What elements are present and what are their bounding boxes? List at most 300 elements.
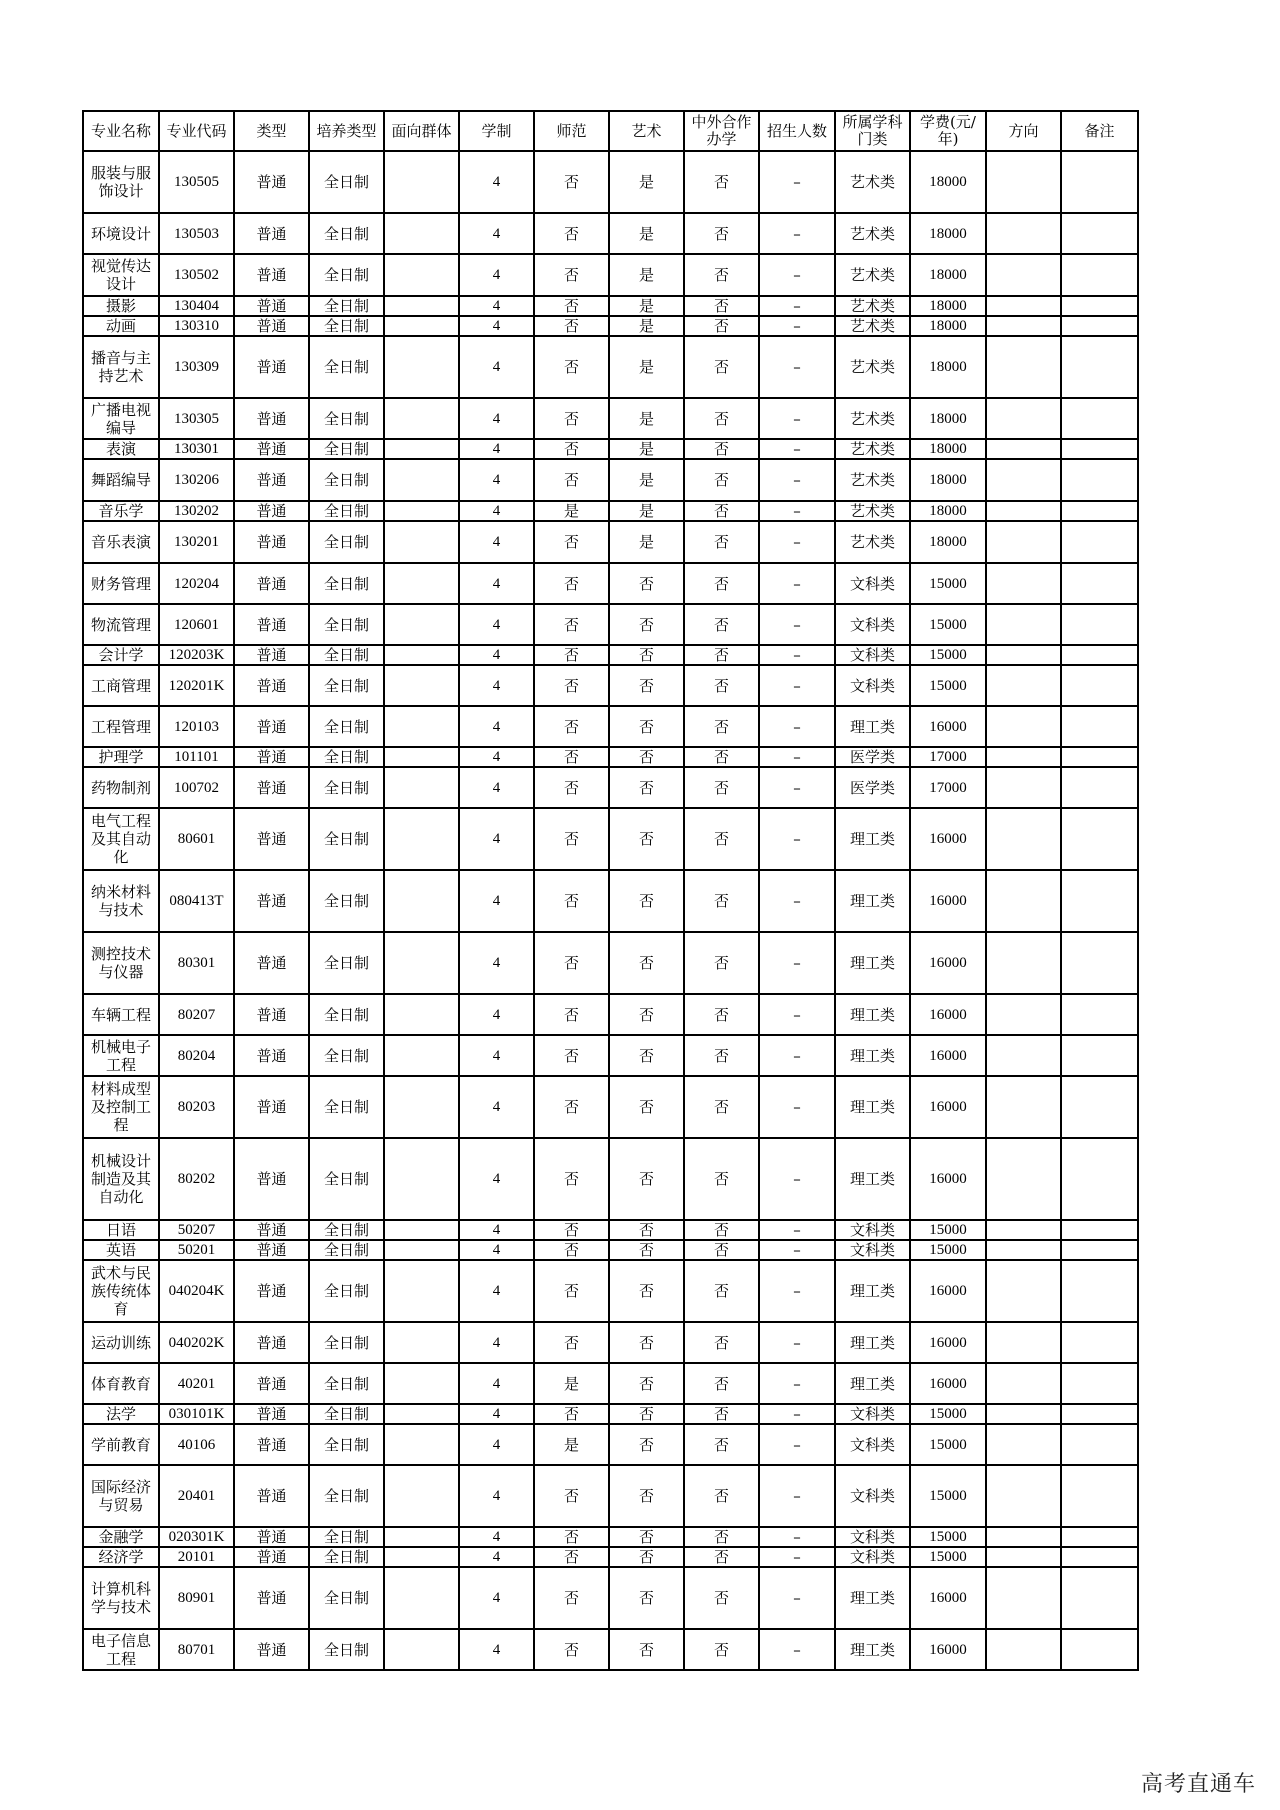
cell-count: – xyxy=(759,767,835,808)
cell-fee: 16000 xyxy=(910,932,986,994)
cell-category: 文科类 xyxy=(835,1220,910,1240)
cell-note xyxy=(1061,439,1138,459)
cell-note xyxy=(1061,767,1138,808)
cell-code: 130310 xyxy=(159,316,234,336)
cell-type: 普通 xyxy=(234,665,309,706)
cell-count: – xyxy=(759,296,835,316)
table-row xyxy=(83,1322,1138,1363)
cell-direction xyxy=(986,706,1061,747)
cell-coop: 否 xyxy=(684,336,759,398)
cell-normal: 否 xyxy=(534,151,609,213)
table-row xyxy=(83,1567,1138,1629)
cell-coop: 否 xyxy=(684,870,759,932)
table-row xyxy=(83,1363,1138,1404)
cell-years: 4 xyxy=(459,336,534,398)
cell-type: 普通 xyxy=(234,1404,309,1424)
cell-note xyxy=(1061,870,1138,932)
cell-group xyxy=(384,1322,459,1363)
cell-note xyxy=(1061,808,1138,870)
cell-code: 130206 xyxy=(159,459,234,501)
cell-fee: 15000 xyxy=(910,604,986,645)
cell-note xyxy=(1061,1424,1138,1465)
cell-count: – xyxy=(759,1035,835,1076)
table-row xyxy=(83,747,1138,767)
table-row xyxy=(83,459,1138,501)
cell-note xyxy=(1061,213,1138,254)
cell-direction xyxy=(986,604,1061,645)
cell-art: 否 xyxy=(609,1629,684,1670)
cell-type: 普通 xyxy=(234,870,309,932)
cell-art: 否 xyxy=(609,994,684,1035)
cell-direction xyxy=(986,521,1061,563)
cell-name: 音乐学 xyxy=(83,501,159,521)
cell-group xyxy=(384,767,459,808)
cell-name: 物流管理 xyxy=(83,604,159,645)
cell-code: 120204 xyxy=(159,563,234,604)
cell-code: 80203 xyxy=(159,1076,234,1138)
cell-name: 经济学 xyxy=(83,1547,159,1567)
cell-note xyxy=(1061,151,1138,213)
cell-training: 全日制 xyxy=(309,1465,384,1527)
cell-group xyxy=(384,501,459,521)
cell-fee: 15000 xyxy=(910,665,986,706)
cell-note xyxy=(1061,1035,1138,1076)
cell-type: 普通 xyxy=(234,747,309,767)
cell-group xyxy=(384,665,459,706)
header-cell: 所属学科门类 xyxy=(835,111,910,151)
cell-type: 普通 xyxy=(234,439,309,459)
cell-coop: 否 xyxy=(684,706,759,747)
cell-years: 4 xyxy=(459,645,534,665)
cell-note xyxy=(1061,336,1138,398)
cell-category: 艺术类 xyxy=(835,336,910,398)
cell-years: 4 xyxy=(459,563,534,604)
cell-name: 英语 xyxy=(83,1240,159,1260)
table-row xyxy=(83,994,1138,1035)
cell-code: 80301 xyxy=(159,932,234,994)
cell-fee: 18000 xyxy=(910,151,986,213)
cell-normal: 是 xyxy=(534,501,609,521)
cell-years: 4 xyxy=(459,501,534,521)
cell-fee: 15000 xyxy=(910,1547,986,1567)
cell-count: – xyxy=(759,213,835,254)
cell-count: – xyxy=(759,316,835,336)
cell-training: 全日制 xyxy=(309,645,384,665)
cell-training: 全日制 xyxy=(309,1363,384,1404)
cell-group xyxy=(384,870,459,932)
table-body xyxy=(83,151,1138,1670)
cell-category: 艺术类 xyxy=(835,316,910,336)
cell-group xyxy=(384,1240,459,1260)
cell-training: 全日制 xyxy=(309,604,384,645)
cell-normal: 否 xyxy=(534,1220,609,1240)
cell-art: 否 xyxy=(609,1547,684,1567)
cell-training: 全日制 xyxy=(309,1240,384,1260)
cell-code: 130305 xyxy=(159,398,234,439)
cell-training: 全日制 xyxy=(309,747,384,767)
cell-normal: 否 xyxy=(534,213,609,254)
cell-art: 否 xyxy=(609,706,684,747)
cell-count: – xyxy=(759,1547,835,1567)
header-cell: 专业名称 xyxy=(83,111,159,151)
cell-direction xyxy=(986,1629,1061,1670)
cell-category: 文科类 xyxy=(835,645,910,665)
cell-normal: 是 xyxy=(534,1363,609,1404)
cell-coop: 否 xyxy=(684,1629,759,1670)
cell-normal: 否 xyxy=(534,1629,609,1670)
cell-name: 环境设计 xyxy=(83,213,159,254)
cell-count: – xyxy=(759,398,835,439)
cell-art: 否 xyxy=(609,1322,684,1363)
cell-count: – xyxy=(759,1527,835,1547)
cell-name: 动画 xyxy=(83,316,159,336)
cell-name: 计算机科学与技术 xyxy=(83,1567,159,1629)
cell-fee: 16000 xyxy=(910,994,986,1035)
cell-name: 服装与服饰设计 xyxy=(83,151,159,213)
cell-direction xyxy=(986,398,1061,439)
cell-group xyxy=(384,521,459,563)
cell-group xyxy=(384,563,459,604)
cell-name: 车辆工程 xyxy=(83,994,159,1035)
cell-normal: 否 xyxy=(534,1138,609,1220)
cell-years: 4 xyxy=(459,151,534,213)
cell-coop: 否 xyxy=(684,521,759,563)
table-row xyxy=(83,1076,1138,1138)
cell-coop: 否 xyxy=(684,1322,759,1363)
cell-type: 普通 xyxy=(234,336,309,398)
cell-name: 摄影 xyxy=(83,296,159,316)
cell-art: 否 xyxy=(609,1567,684,1629)
cell-name: 护理学 xyxy=(83,747,159,767)
table-row xyxy=(83,1260,1138,1322)
cell-count: – xyxy=(759,1240,835,1260)
cell-count: – xyxy=(759,1424,835,1465)
cell-name: 测控技术与仪器 xyxy=(83,932,159,994)
cell-coop: 否 xyxy=(684,1527,759,1547)
cell-note xyxy=(1061,1363,1138,1404)
cell-coop: 否 xyxy=(684,439,759,459)
cell-category: 理工类 xyxy=(835,994,910,1035)
cell-category: 理工类 xyxy=(835,1363,910,1404)
cell-fee: 18000 xyxy=(910,501,986,521)
cell-fee: 18000 xyxy=(910,459,986,501)
cell-group xyxy=(384,604,459,645)
cell-note xyxy=(1061,521,1138,563)
cell-art: 否 xyxy=(609,1220,684,1240)
cell-coop: 否 xyxy=(684,254,759,296)
cell-code: 80202 xyxy=(159,1138,234,1220)
cell-type: 普通 xyxy=(234,151,309,213)
cell-type: 普通 xyxy=(234,1547,309,1567)
cell-note xyxy=(1061,1547,1138,1567)
cell-training: 全日制 xyxy=(309,706,384,747)
table-row xyxy=(83,254,1138,296)
cell-art: 是 xyxy=(609,213,684,254)
cell-code: 80701 xyxy=(159,1629,234,1670)
cell-years: 4 xyxy=(459,706,534,747)
cell-category: 艺术类 xyxy=(835,501,910,521)
cell-years: 4 xyxy=(459,521,534,563)
cell-direction xyxy=(986,1220,1061,1240)
cell-group xyxy=(384,1424,459,1465)
cell-fee: 16000 xyxy=(910,1322,986,1363)
cell-name: 日语 xyxy=(83,1220,159,1240)
cell-code: 100702 xyxy=(159,767,234,808)
cell-name: 视觉传达设计 xyxy=(83,254,159,296)
cell-direction xyxy=(986,1465,1061,1527)
cell-direction xyxy=(986,665,1061,706)
cell-fee: 18000 xyxy=(910,296,986,316)
cell-art: 否 xyxy=(609,767,684,808)
cell-group xyxy=(384,213,459,254)
cell-count: – xyxy=(759,747,835,767)
cell-note xyxy=(1061,254,1138,296)
cell-category: 理工类 xyxy=(835,706,910,747)
cell-years: 4 xyxy=(459,1567,534,1629)
cell-coop: 否 xyxy=(684,1547,759,1567)
cell-fee: 15000 xyxy=(910,1220,986,1240)
cell-coop: 否 xyxy=(684,1220,759,1240)
cell-type: 普通 xyxy=(234,1527,309,1547)
cell-coop: 否 xyxy=(684,316,759,336)
cell-group xyxy=(384,459,459,501)
cell-years: 4 xyxy=(459,1220,534,1240)
cell-normal: 否 xyxy=(534,1076,609,1138)
cell-years: 4 xyxy=(459,1404,534,1424)
cell-direction xyxy=(986,808,1061,870)
cell-name: 金融学 xyxy=(83,1527,159,1547)
cell-fee: 17000 xyxy=(910,767,986,808)
cell-art: 否 xyxy=(609,808,684,870)
cell-training: 全日制 xyxy=(309,1076,384,1138)
cell-code: 120201K xyxy=(159,665,234,706)
cell-count: – xyxy=(759,521,835,563)
cell-group xyxy=(384,1260,459,1322)
cell-category: 艺术类 xyxy=(835,459,910,501)
cell-normal: 否 xyxy=(534,604,609,645)
cell-name: 药物制剂 xyxy=(83,767,159,808)
cell-fee: 18000 xyxy=(910,336,986,398)
cell-direction xyxy=(986,563,1061,604)
cell-category: 文科类 xyxy=(835,665,910,706)
cell-training: 全日制 xyxy=(309,336,384,398)
cell-count: – xyxy=(759,501,835,521)
cell-code: 130502 xyxy=(159,254,234,296)
cell-training: 全日制 xyxy=(309,316,384,336)
table-row xyxy=(83,604,1138,645)
cell-training: 全日制 xyxy=(309,808,384,870)
cell-art: 是 xyxy=(609,151,684,213)
cell-type: 普通 xyxy=(234,808,309,870)
cell-training: 全日制 xyxy=(309,398,384,439)
cell-training: 全日制 xyxy=(309,1527,384,1547)
cell-count: – xyxy=(759,1363,835,1404)
cell-name: 机械电子工程 xyxy=(83,1035,159,1076)
cell-category: 理工类 xyxy=(835,1322,910,1363)
table-row xyxy=(83,1465,1138,1527)
cell-direction xyxy=(986,501,1061,521)
cell-normal: 否 xyxy=(534,439,609,459)
cell-normal: 否 xyxy=(534,665,609,706)
table-row xyxy=(83,336,1138,398)
cell-note xyxy=(1061,501,1138,521)
cell-note xyxy=(1061,1404,1138,1424)
cell-count: – xyxy=(759,1076,835,1138)
cell-name: 国际经济与贸易 xyxy=(83,1465,159,1527)
cell-normal: 否 xyxy=(534,316,609,336)
cell-count: – xyxy=(759,994,835,1035)
cell-group xyxy=(384,1404,459,1424)
cell-direction xyxy=(986,459,1061,501)
cell-art: 是 xyxy=(609,316,684,336)
cell-direction xyxy=(986,1076,1061,1138)
cell-direction xyxy=(986,316,1061,336)
cell-count: – xyxy=(759,932,835,994)
cell-name: 舞蹈编导 xyxy=(83,459,159,501)
cell-direction xyxy=(986,1567,1061,1629)
cell-group xyxy=(384,316,459,336)
cell-coop: 否 xyxy=(684,459,759,501)
cell-direction xyxy=(986,254,1061,296)
cell-note xyxy=(1061,398,1138,439)
cell-art: 是 xyxy=(609,336,684,398)
cell-group xyxy=(384,994,459,1035)
cell-coop: 否 xyxy=(684,1138,759,1220)
table-row xyxy=(83,1138,1138,1220)
cell-name: 学前教育 xyxy=(83,1424,159,1465)
cell-note xyxy=(1061,932,1138,994)
cell-name: 播音与主持艺术 xyxy=(83,336,159,398)
cell-training: 全日制 xyxy=(309,1220,384,1240)
cell-fee: 16000 xyxy=(910,1629,986,1670)
cell-type: 普通 xyxy=(234,1240,309,1260)
cell-code: 80207 xyxy=(159,994,234,1035)
table-row xyxy=(83,932,1138,994)
cell-direction xyxy=(986,994,1061,1035)
cell-art: 否 xyxy=(609,1363,684,1404)
cell-art: 是 xyxy=(609,501,684,521)
cell-direction xyxy=(986,1035,1061,1076)
cell-category: 理工类 xyxy=(835,1076,910,1138)
cell-name: 纳米材料与技术 xyxy=(83,870,159,932)
header-cell: 专业代码 xyxy=(159,111,234,151)
header-cell: 招生人数 xyxy=(759,111,835,151)
cell-direction xyxy=(986,1404,1061,1424)
cell-group xyxy=(384,747,459,767)
cell-group xyxy=(384,1076,459,1138)
cell-normal: 否 xyxy=(534,1260,609,1322)
cell-count: – xyxy=(759,604,835,645)
cell-normal: 否 xyxy=(534,1404,609,1424)
cell-name: 材料成型及控制工程 xyxy=(83,1076,159,1138)
cell-group xyxy=(384,254,459,296)
cell-direction xyxy=(986,1424,1061,1465)
cell-training: 全日制 xyxy=(309,151,384,213)
cell-type: 普通 xyxy=(234,398,309,439)
cell-fee: 16000 xyxy=(910,1138,986,1220)
table-row xyxy=(83,1629,1138,1670)
cell-coop: 否 xyxy=(684,1404,759,1424)
cell-years: 4 xyxy=(459,254,534,296)
cell-years: 4 xyxy=(459,665,534,706)
cell-group xyxy=(384,151,459,213)
cell-years: 4 xyxy=(459,1363,534,1404)
cell-note xyxy=(1061,1629,1138,1670)
cell-normal: 否 xyxy=(534,296,609,316)
cell-type: 普通 xyxy=(234,604,309,645)
cell-art: 是 xyxy=(609,459,684,501)
cell-art: 否 xyxy=(609,645,684,665)
cell-fee: 16000 xyxy=(910,1035,986,1076)
cell-note xyxy=(1061,747,1138,767)
cell-code: 130201 xyxy=(159,521,234,563)
table-row xyxy=(83,808,1138,870)
table-row xyxy=(83,439,1138,459)
cell-group xyxy=(384,336,459,398)
cell-training: 全日制 xyxy=(309,501,384,521)
cell-note xyxy=(1061,316,1138,336)
cell-direction xyxy=(986,336,1061,398)
cell-note xyxy=(1061,994,1138,1035)
cell-years: 4 xyxy=(459,1527,534,1547)
cell-name: 法学 xyxy=(83,1404,159,1424)
cell-coop: 否 xyxy=(684,1424,759,1465)
cell-training: 全日制 xyxy=(309,439,384,459)
cell-code: 030101K xyxy=(159,1404,234,1424)
cell-art: 否 xyxy=(609,1076,684,1138)
cell-group xyxy=(384,1567,459,1629)
cell-category: 文科类 xyxy=(835,1424,910,1465)
cell-normal: 否 xyxy=(534,1240,609,1260)
cell-code: 040202K xyxy=(159,1322,234,1363)
cell-coop: 否 xyxy=(684,1363,759,1404)
cell-art: 否 xyxy=(609,1240,684,1260)
header-cell: 培养类型 xyxy=(309,111,384,151)
cell-note xyxy=(1061,1465,1138,1527)
cell-direction xyxy=(986,645,1061,665)
cell-years: 4 xyxy=(459,316,534,336)
cell-code: 130202 xyxy=(159,501,234,521)
cell-art: 否 xyxy=(609,604,684,645)
cell-count: – xyxy=(759,706,835,747)
cell-category: 理工类 xyxy=(835,1567,910,1629)
cell-name: 表演 xyxy=(83,439,159,459)
cell-code: 50201 xyxy=(159,1240,234,1260)
table-row xyxy=(83,563,1138,604)
cell-fee: 17000 xyxy=(910,747,986,767)
cell-category: 理工类 xyxy=(835,870,910,932)
cell-fee: 15000 xyxy=(910,563,986,604)
cell-coop: 否 xyxy=(684,1465,759,1527)
table-row xyxy=(83,213,1138,254)
cell-training: 全日制 xyxy=(309,213,384,254)
cell-training: 全日制 xyxy=(309,1547,384,1567)
cell-direction xyxy=(986,213,1061,254)
cell-years: 4 xyxy=(459,1629,534,1670)
cell-normal: 否 xyxy=(534,994,609,1035)
cell-normal: 否 xyxy=(534,932,609,994)
cell-code: 20101 xyxy=(159,1547,234,1567)
cell-normal: 否 xyxy=(534,1465,609,1527)
cell-normal: 否 xyxy=(534,1567,609,1629)
header-cell: 师范 xyxy=(534,111,609,151)
cell-count: – xyxy=(759,1465,835,1527)
cell-type: 普通 xyxy=(234,316,309,336)
cell-art: 否 xyxy=(609,563,684,604)
table-row xyxy=(83,521,1138,563)
table-row xyxy=(83,870,1138,932)
cell-years: 4 xyxy=(459,604,534,645)
